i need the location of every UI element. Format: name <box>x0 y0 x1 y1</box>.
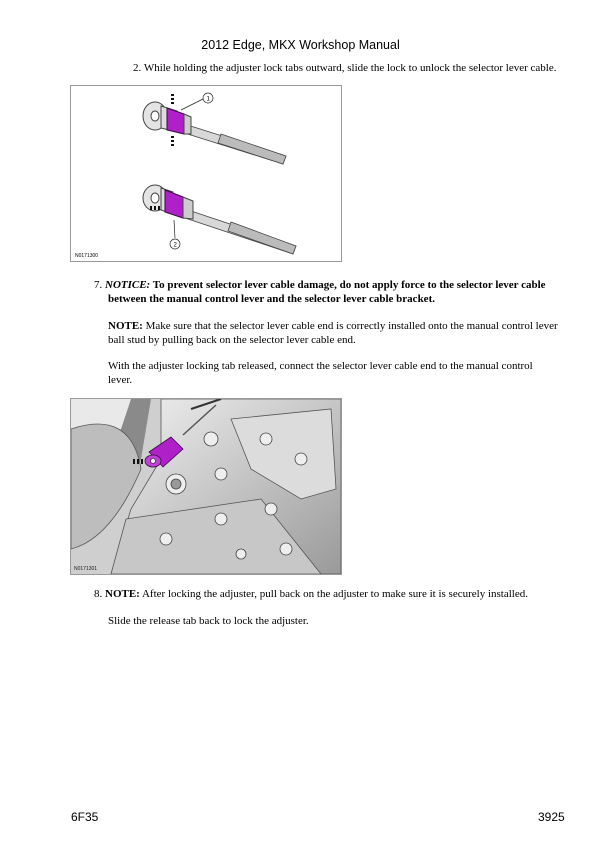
upper-cable-assembly <box>143 93 286 164</box>
notice-line-1: To prevent selector lever cable damage, do not apply force to the selector lever cable <box>150 279 546 291</box>
callout-1: 1 <box>206 96 210 103</box>
note-label: NOTE: <box>108 320 143 332</box>
notice-label: NOTICE: <box>105 279 151 291</box>
step-8-note <box>94 587 574 601</box>
step-number: 2. <box>133 62 142 74</box>
figure-transmission-cable <box>70 398 342 575</box>
notice-line-2: between the manual control lever and the selector lever cable bracket. <box>108 293 435 305</box>
footer-section-code: 6F35 <box>71 810 99 824</box>
step-7-notice-cont <box>108 292 578 306</box>
callout-2: 2 <box>173 242 177 249</box>
figure-id: N0171301 <box>74 566 98 572</box>
step-2 <box>133 61 583 75</box>
step-7-body <box>108 359 578 387</box>
figure-id: N0171300 <box>75 253 99 259</box>
note-label: NOTE: <box>105 588 140 600</box>
step-text: While holding the adjuster lock tabs outward, slide the lock to unlock the selector lever cable. <box>143 62 557 74</box>
adjuster-illustration <box>71 86 341 261</box>
step-8-body: Slide the release tab back to lock the adjuster. <box>108 615 309 627</box>
body-line-1: With the adjuster locking tab released, connect the selector lever cable end to the manual control <box>108 360 533 372</box>
lower-cable-assembly <box>143 185 296 254</box>
footer-page-number: 3925 <box>538 810 565 824</box>
step-7-notice <box>94 278 574 292</box>
note-text: After locking the adjuster, pull back on the adjuster to make sure it is securely installed. <box>139 588 528 600</box>
note-line-2: ball stud by pulling back on the selector lever cable end. <box>108 334 356 346</box>
note-line-1: Make sure that the selector lever cable end is correctly installed onto the manual control lever <box>142 320 558 332</box>
step-number: 8. <box>94 588 103 600</box>
transmission-illustration <box>71 399 341 574</box>
page-title: 2012 Edge, MKX Workshop Manual <box>201 38 400 52</box>
step-7-note <box>108 319 578 347</box>
step-number: 7. <box>94 279 103 291</box>
body-line-2: lever. <box>108 374 133 386</box>
figure-adjuster-lock <box>70 85 342 262</box>
